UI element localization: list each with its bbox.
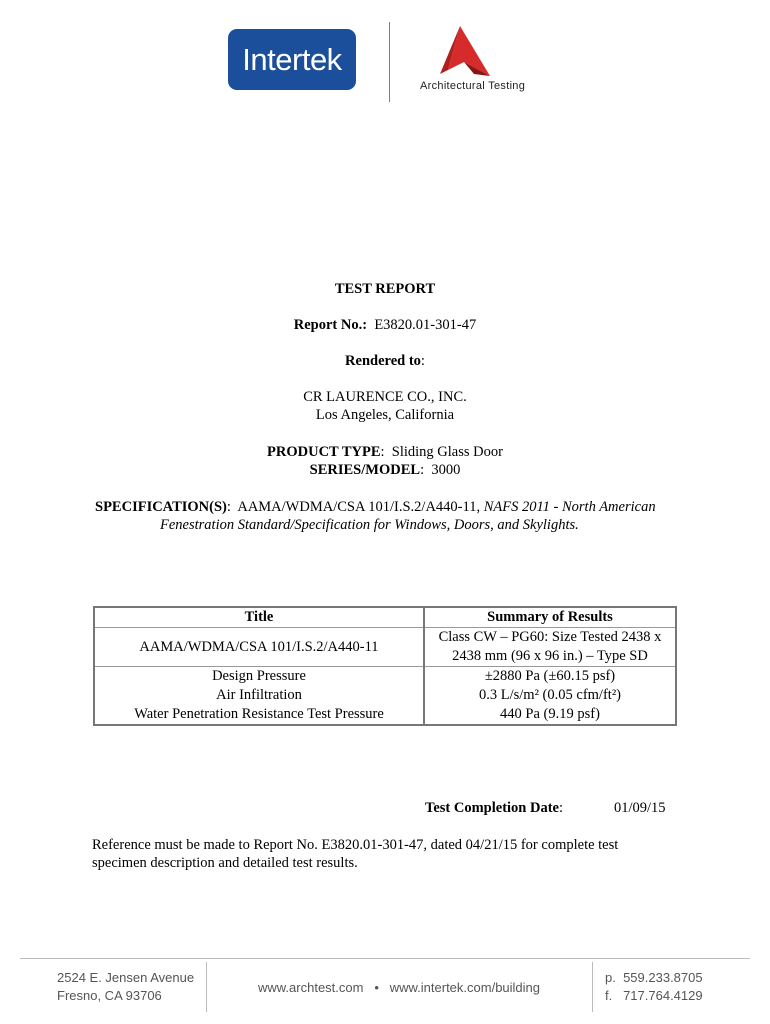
report-heading: TEST REPORT bbox=[334, 281, 436, 297]
reference-note-line1: Reference must be made to Report No. E3820.01-301-47, dated 04/21/15 for complete test bbox=[92, 837, 619, 853]
specifications-nafs: NAFS 2011 - North American bbox=[483, 499, 656, 515]
architectural-testing-wordmark: Architectural Testing bbox=[420, 80, 526, 92]
intertek-logo: Intertek bbox=[228, 29, 356, 90]
results-table bbox=[93, 606, 677, 726]
specifications-label: SPECIFICATION(S) bbox=[95, 499, 227, 515]
table-cell-title: Design Pressure bbox=[94, 667, 424, 687]
rendered-to: Rendered to: bbox=[345, 353, 425, 369]
architectural-testing-logo-icon bbox=[434, 26, 496, 78]
table-cell-result: 440 Pa (9.19 psf) bbox=[500, 706, 600, 722]
report-number: Report No.: E3820.01-301-47 bbox=[293, 317, 477, 333]
client-location: Los Angeles, California bbox=[315, 407, 455, 423]
logo-divider bbox=[389, 22, 390, 102]
table-cell-result bbox=[424, 628, 676, 667]
completion-date-value: 01/09/15 bbox=[614, 800, 666, 816]
footer-fax-number: 717.764.4129 bbox=[623, 988, 703, 1003]
bullet-icon: • bbox=[367, 980, 387, 995]
reference-note-line2: specimen description and detailed test results. bbox=[92, 855, 358, 871]
footer-fax-label: f. bbox=[605, 988, 613, 1003]
report-number-value: E3820.01-301-47 bbox=[374, 317, 477, 333]
table-cell-title: Water Penetration Resistance Test Pressure bbox=[94, 705, 424, 725]
report-number-label: Report No. bbox=[293, 317, 363, 333]
footer-website-intertek[interactable]: www.intertek.com/building bbox=[389, 980, 541, 995]
specifications: SPECIFICATION(S): AAMA/WDMA/CSA 101/I.S.2/A440-11, NAFS 2011 - North American bbox=[95, 499, 656, 515]
table-header-summary: Summary of Results bbox=[424, 607, 676, 628]
footer-websites bbox=[206, 979, 592, 997]
table-cell-result-line2: 2438 mm (96 x 96 in.) – Type SD bbox=[452, 648, 648, 664]
table-header-title: Title bbox=[94, 607, 424, 628]
table-cell-result-line1: Class CW – PG60: Size Tested 2438 x bbox=[438, 629, 662, 645]
table-row bbox=[94, 628, 676, 667]
table-row bbox=[94, 705, 676, 725]
footer-phone bbox=[605, 969, 745, 987]
table-cell-result: ±2880 Pa (±60.15 psf) bbox=[484, 668, 616, 684]
table-row bbox=[94, 667, 676, 687]
series-model-value: 3000 bbox=[431, 462, 461, 478]
footer-contact bbox=[605, 969, 745, 1005]
client-name: CR LAURENCE CO., INC. bbox=[303, 389, 467, 405]
table-cell-result: 0.3 L/s/m² (0.05 cfm/ft²) bbox=[479, 687, 621, 703]
footer-address bbox=[57, 969, 197, 1005]
footer-address-line1: 2524 E. Jensen Avenue bbox=[57, 970, 195, 985]
table-cell-title: AAMA/WDMA/CSA 101/I.S.2/A440-11 bbox=[94, 628, 424, 667]
product-type: PRODUCT TYPE: Sliding Glass Door bbox=[267, 444, 503, 460]
product-type-label: PRODUCT TYPE bbox=[267, 444, 381, 460]
table-cell-title: Air Infiltration bbox=[94, 686, 424, 705]
footer-website-archtest[interactable]: www.archtest.com bbox=[257, 980, 364, 995]
footer-divider bbox=[20, 958, 750, 959]
specifications-nafs-cont: Fenestration Standard/Specification for Windows, Doors, and Skylights. bbox=[160, 517, 579, 533]
table-header-row bbox=[94, 607, 676, 628]
specifications-line2 bbox=[160, 516, 720, 534]
footer-separator-right bbox=[592, 962, 593, 1012]
footer-address-line2: Fresno, CA 93706 bbox=[57, 988, 162, 1003]
completion-date: Test Completion Date: bbox=[425, 800, 564, 816]
footer-fax bbox=[605, 987, 745, 1005]
table-row bbox=[94, 686, 676, 705]
rendered-to-label: Rendered to bbox=[345, 353, 421, 369]
series-model-label: SERIES/MODEL bbox=[309, 462, 421, 478]
product-type-value: Sliding Glass Door bbox=[391, 444, 503, 460]
footer-phone-number: 559.233.8705 bbox=[623, 970, 703, 985]
reference-note bbox=[92, 836, 732, 872]
specifications-value: AAMA/WDMA/CSA 101/I.S.2/A440-11, bbox=[237, 499, 481, 515]
series-model: SERIES/MODEL: 3000 bbox=[309, 462, 461, 478]
footer-phone-label: p. bbox=[605, 970, 616, 985]
completion-date-label: Test Completion Date bbox=[425, 800, 559, 816]
